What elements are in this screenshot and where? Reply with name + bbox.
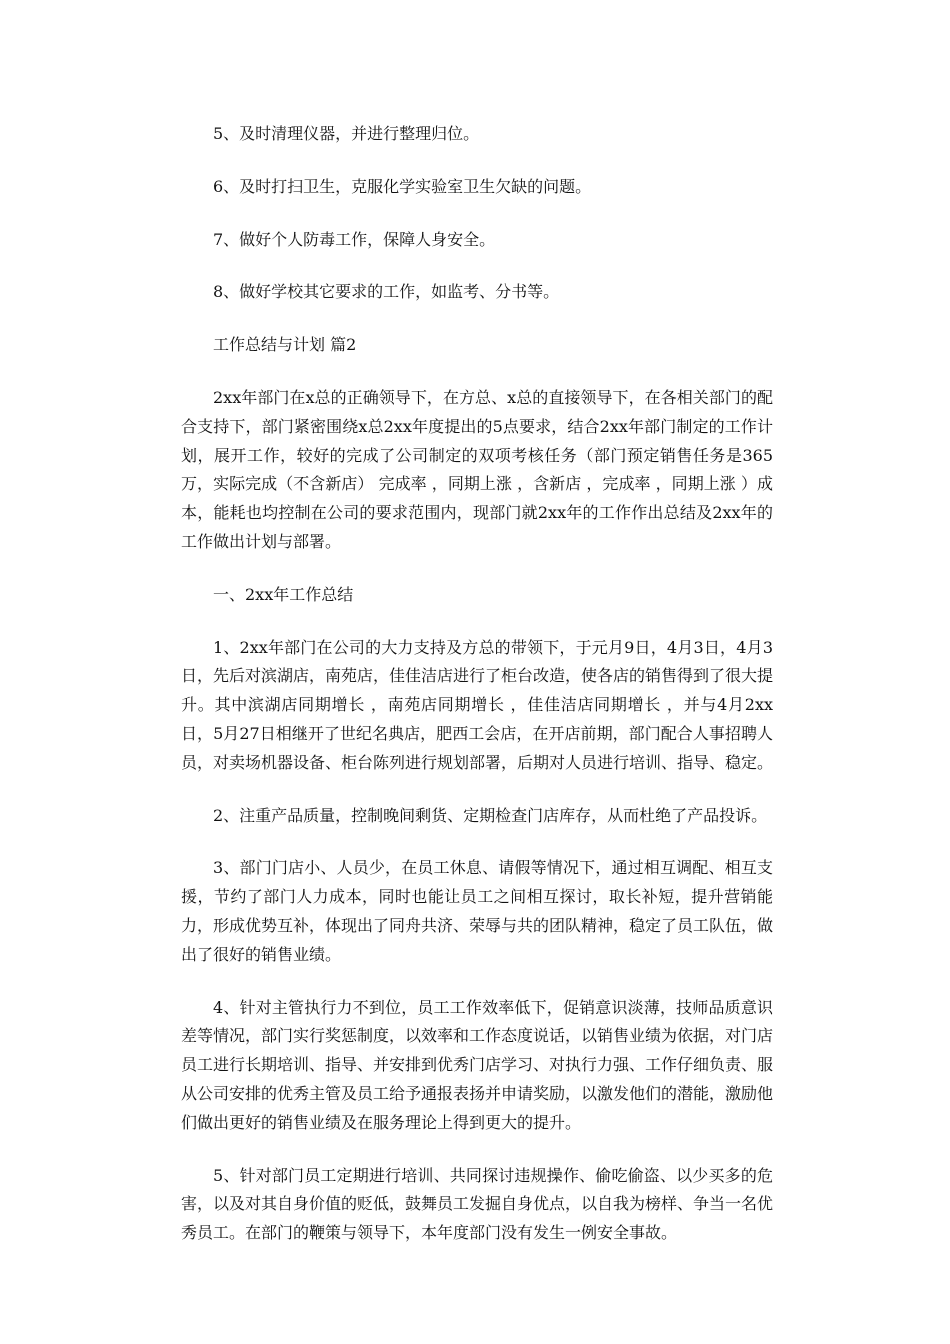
list-item-8: 8、做好学校其它要求的工作，如监考、分书等。 — [213, 282, 560, 302]
document-body — [181, 120, 773, 1248]
summary-item-1: 1、2xx年部门在公司的大力支持及方总的带领下，于元月9日，4月3日，4月3日，先后对滨湖店，南苑店，佳佳洁店进行了柜台改造，使各店的销售得到了很大提升。其中滨湖店同期增长 ，南苑店同期增长 ，佳佳洁店同期增长 ，并与4月2xx日，5月27日相继开了世纪名典店，肥西工会店，在开店前期，部门配合人事招聘人员，对卖场机器设备、柜台陈列进行规划部署，后期对人员进行培训、指导、稳定。 — [181, 637, 774, 772]
subsection-heading: 一、2xx年工作总结 — [213, 584, 354, 604]
summary-item-3: 3、部门门店小、人员少，在员工休息、请假等情况下，通过相互调配、相互支援，节约了部门人力成本，同时也能让员工之间相互探讨，取长补短，提升营销能力，形成优势互补，体现出了同舟共济、荣辱与共的团队精神，稳定了员工队伍，做出了很好的销售业绩。 — [181, 858, 774, 964]
list-item-6: 6、及时打扫卫生，克服化学实验室卫生欠缺的问题。 — [213, 176, 592, 196]
list-item-7: 7、做好个人防毒工作，保障人身安全。 — [213, 229, 496, 249]
summary-item-2: 2、注重产品质量，控制晚间剩货、定期检查门店库存，从而杜绝了产品投诉。 — [213, 805, 768, 825]
summary-item-4: 4、针对主管执行力不到位，员工工作效率低下，促销意识淡薄，技师品质意识差等情况，部门实行奖惩制度，以效率和工作态度说话，以销售业绩为依据，对门店员工进行长期培训、指导、并安排到优秀门店学习、对执行力强、工作仔细负责、服从公司安排的优秀主管及员工给予通报表扬并申请奖励，以激发他们的潜能，激励他们做出更好的销售业绩及在服务理论上得到更大的提升。 — [181, 997, 774, 1132]
list-item-5: 5、及时清理仪器，并进行整理归位。 — [213, 124, 480, 143]
section-title: 工作总结与计划 篇2 — [213, 335, 357, 355]
intro-paragraph: 2xx年部门在x总的正确领导下，在方总、x总的直接领导下，在各相关部门的配合支持下，部门紧密围绕x总2xx年度提出的5点要求，结合2xx年部门制定的工作计划，展开工作，较好的完成了公司制定的双项考核任务（部门预定销售任务是365万，实际完成（不含新店） 完成率 ，同期上涨 ，含新店 ，完成率 ，同期上涨 ）成本，能耗也均控制在公司的要求范围内，现部门就2xx年的工作作出总结及2xx年的工作做出计划与部署。 — [181, 387, 773, 551]
summary-item-5: 5、针对部门员工定期进行培训、共同探讨违规操作、偷吃偷盗、以少买多的危害，以及对其自身价值的贬低，鼓舞员工发掘自身优点，以自我为榜样、争当一名优秀员工。在部门的鞭策与领导下，本年度部门没有发生一例安全事故。 — [181, 1165, 774, 1243]
